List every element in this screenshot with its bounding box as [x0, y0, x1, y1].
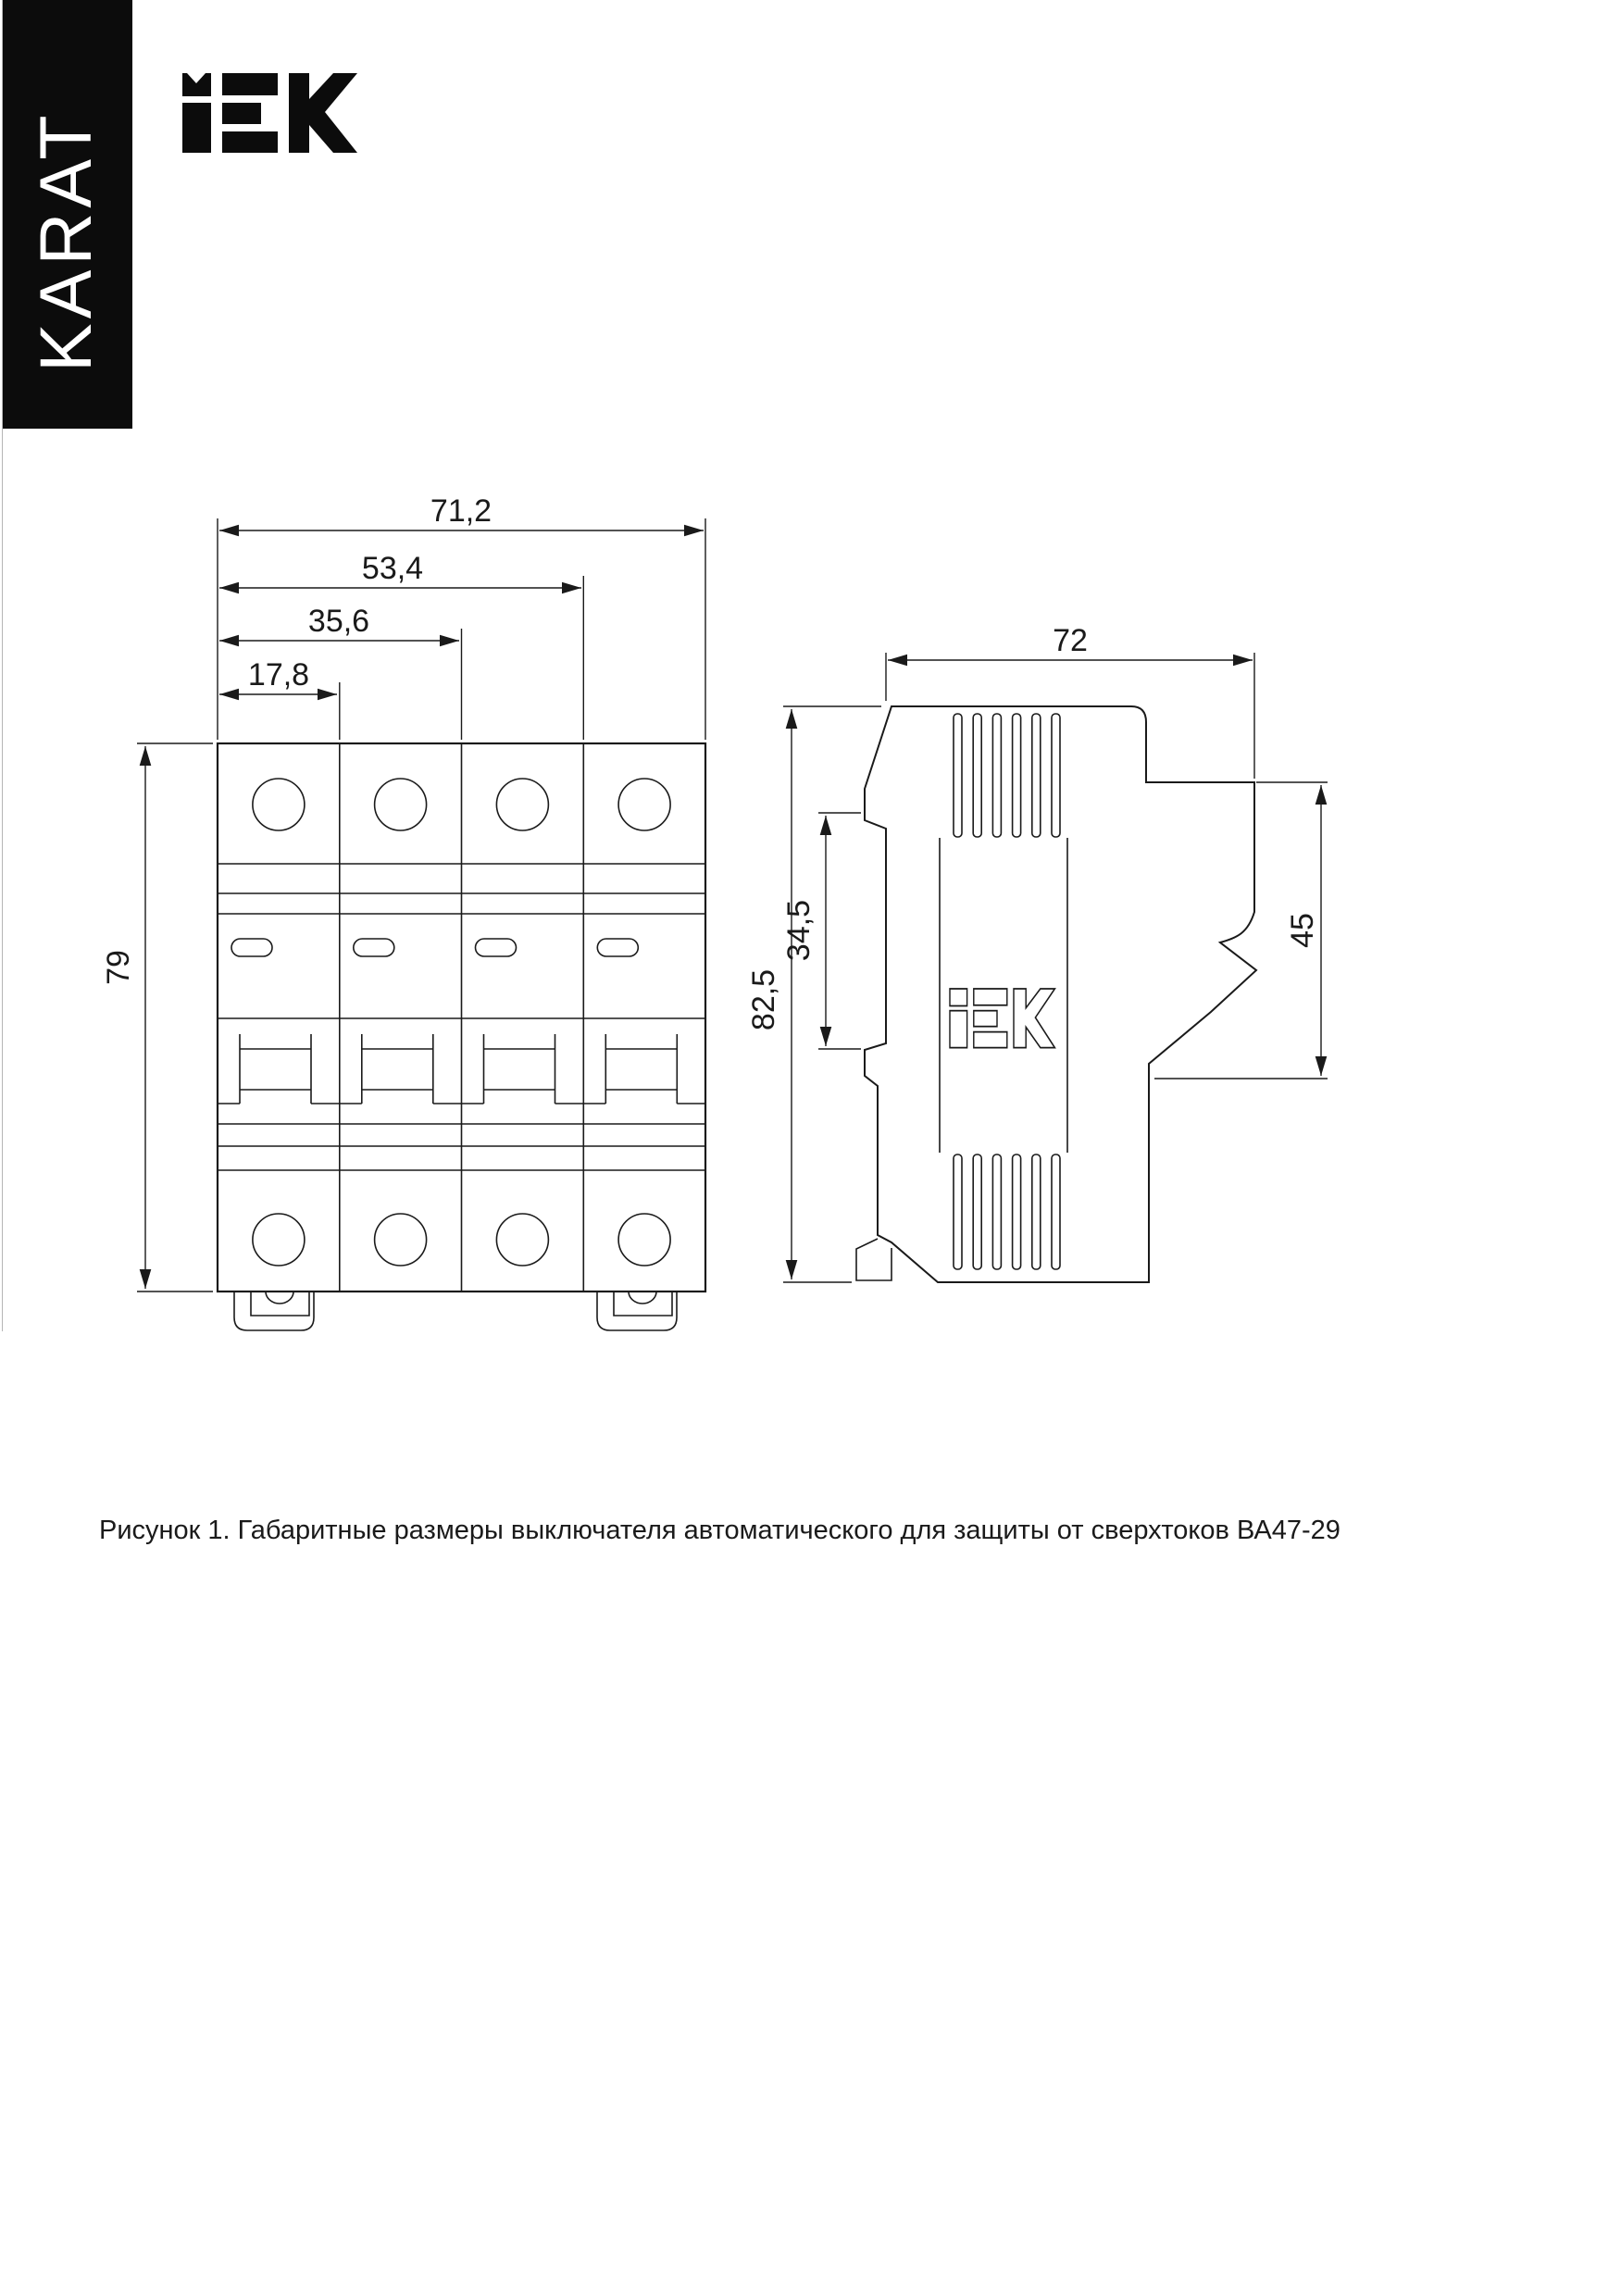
terminal-screw — [496, 779, 548, 830]
dim-front-panel-height: 45 — [1285, 913, 1320, 948]
figure-caption: Рисунок 1. Габаритные размеры выключателя автоматического для защиты от сверхтоков ВА47-29 — [99, 1516, 1340, 1545]
iek-embossed-logo — [950, 989, 1054, 1048]
dim-depth: 72 — [1053, 623, 1088, 658]
front-view-dimensions — [137, 518, 705, 1292]
label-window — [354, 939, 394, 956]
toggle-handle — [218, 1034, 340, 1104]
dim-front-height: 79 — [101, 950, 136, 985]
terminal-screw — [618, 1214, 670, 1266]
vent-slots-bottom — [954, 1154, 1060, 1269]
front-view-dimension-labels — [101, 493, 492, 985]
side-view — [856, 706, 1256, 1282]
iek-logo-e-mid — [222, 103, 261, 124]
front-view — [218, 743, 705, 1330]
side-view-dimensions — [783, 653, 1328, 1282]
dim-one-module: 17,8 — [247, 657, 310, 693]
terminal-screw — [253, 779, 305, 830]
din-clip — [234, 1292, 314, 1330]
din-clip-foot — [856, 1239, 892, 1280]
vent-slots-top — [954, 714, 1060, 837]
dim-side-total-height: 82,5 — [746, 968, 781, 1031]
label-window — [231, 939, 272, 956]
toggle-handle — [583, 1034, 705, 1104]
terminal-screw — [375, 1214, 427, 1266]
iek-logo-e-top — [222, 73, 278, 95]
label-window — [476, 939, 517, 956]
iek-logo-i-stem — [182, 103, 211, 153]
terminal-screw — [618, 779, 670, 830]
terminal-screw — [253, 1214, 305, 1266]
dim-din-recess: 34,5 — [781, 899, 817, 962]
dim-total-width: 71,2 — [430, 493, 493, 529]
terminal-screw — [375, 779, 427, 830]
side-view-dimension-labels — [746, 623, 1320, 1030]
terminal-screw — [496, 1214, 548, 1266]
din-clip — [597, 1292, 677, 1330]
iek-logo-k — [289, 73, 357, 153]
dim-three-module: 53,4 — [361, 551, 424, 586]
karat-banner-label: KARAT — [24, 110, 106, 372]
toggle-handle — [340, 1034, 462, 1104]
dim-two-module: 35,6 — [307, 604, 370, 639]
toggle-handle — [462, 1034, 584, 1104]
iek-logo — [182, 73, 357, 153]
label-window — [597, 939, 638, 956]
iek-logo-e-bottom — [222, 131, 278, 153]
